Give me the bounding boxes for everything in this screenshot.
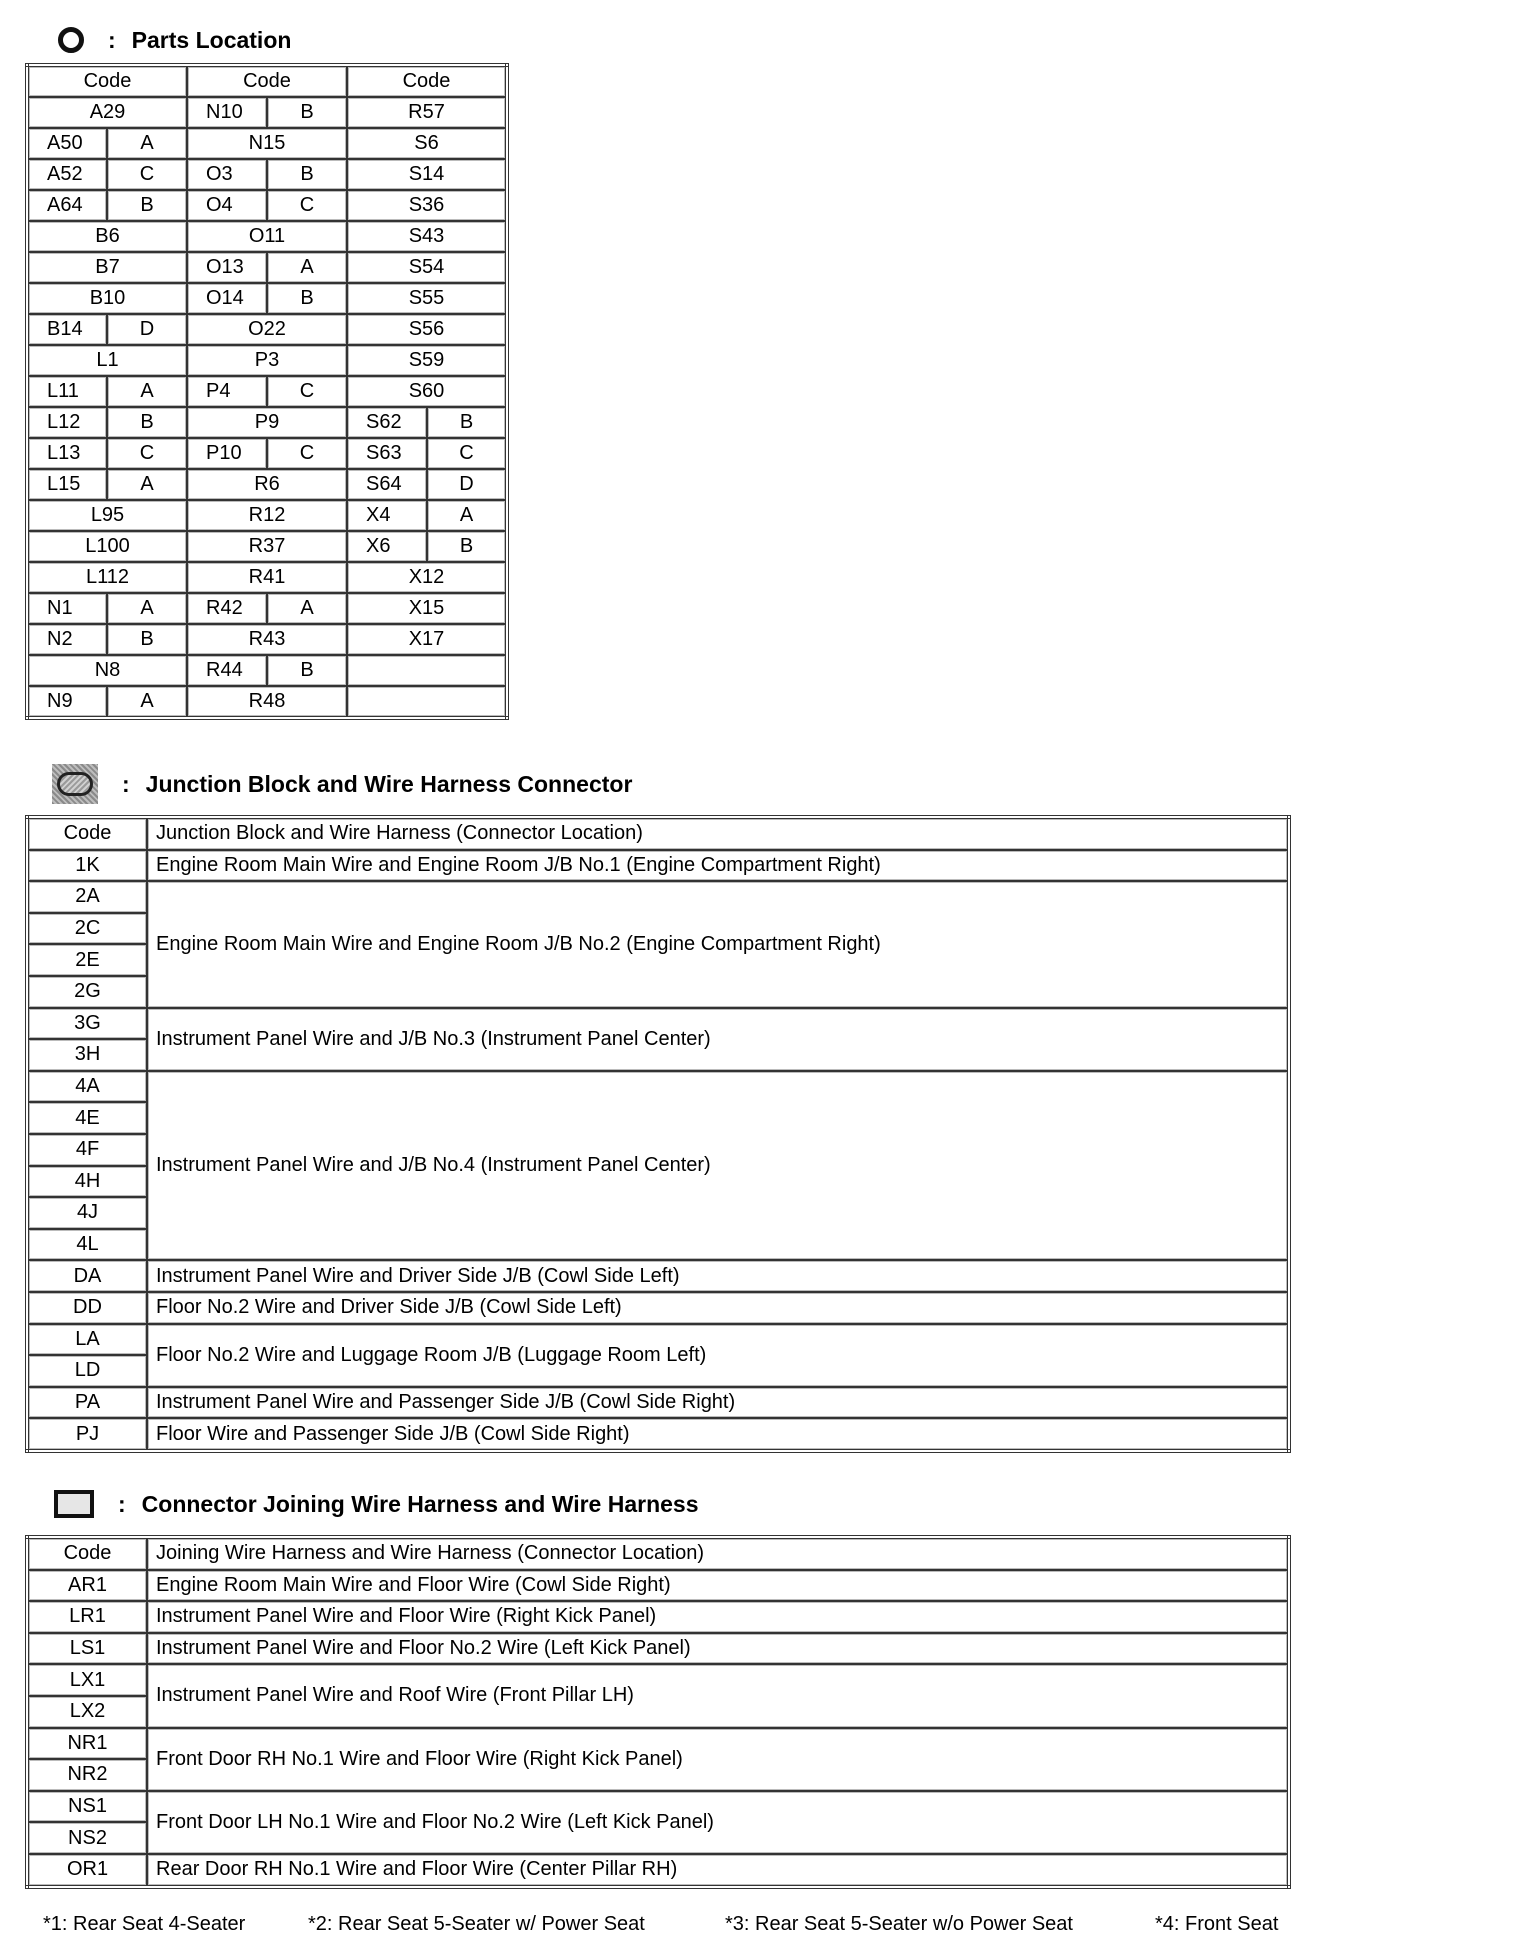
connector-code: AR1 <box>27 1570 147 1602</box>
part-code: P9 <box>187 407 347 438</box>
part-code: R48 <box>187 686 347 718</box>
connector-code: 4L <box>27 1229 147 1261</box>
footnote: *4: Front Seat <box>1155 1913 1279 1935</box>
part-code: O11 <box>187 221 347 252</box>
table-row <box>27 1071 1289 1103</box>
connector-joining-table <box>25 1535 1291 1889</box>
table-row <box>27 1324 1289 1356</box>
table-row <box>27 376 507 407</box>
part-location-letter: C <box>107 159 187 190</box>
part-location-letter: A <box>107 128 187 159</box>
connector-code: PJ <box>27 1418 147 1451</box>
footnote: *3: Rear Seat 5-Seater w/o Power Seat <box>725 1913 1073 1935</box>
connector-code: 2E <box>27 944 147 976</box>
connector-description: Instrument Panel Wire and Floor Wire (Right Kick Panel) <box>147 1601 1289 1633</box>
part-code: O22 <box>187 314 347 345</box>
connector-description: Instrument Panel Wire and Driver Side J/B (Cowl Side Left) <box>147 1260 1289 1292</box>
connector-code: NS1 <box>27 1791 147 1823</box>
part-code <box>347 686 507 718</box>
part-location-letter: C <box>267 190 347 221</box>
connector-code: DD <box>27 1292 147 1324</box>
table-row <box>27 314 507 345</box>
part-code: A50 <box>27 128 107 159</box>
part-code: B10 <box>27 283 187 314</box>
connector-description: Engine Room Main Wire and Engine Room J/B No.1 (Engine Compartment Right) <box>147 850 1289 882</box>
connector-code: LS1 <box>27 1633 147 1665</box>
part-code: S64 <box>347 469 427 500</box>
part-code: S6 <box>347 128 507 159</box>
part-location-letter: B <box>267 655 347 686</box>
column-header: Code <box>27 65 187 97</box>
connector-joining-colon: : <box>118 1490 126 1517</box>
connector-code: DA <box>27 1260 147 1292</box>
part-code: P3 <box>187 345 347 376</box>
table-row <box>27 655 507 686</box>
part-code: A64 <box>27 190 107 221</box>
column-header: Code <box>187 65 347 97</box>
table-row <box>27 469 507 500</box>
part-code: N1 <box>27 593 107 624</box>
table-row <box>27 1791 1289 1823</box>
part-code: R6 <box>187 469 347 500</box>
part-code: O4 <box>187 190 267 221</box>
part-code: A52 <box>27 159 107 190</box>
part-location-letter: C <box>267 438 347 469</box>
connector-code: 4J <box>27 1197 147 1229</box>
part-location-letter: B <box>267 159 347 190</box>
parts-location-title: Parts Location <box>131 26 292 53</box>
part-location-letter: A <box>107 376 187 407</box>
table-row <box>27 190 507 221</box>
part-code: X4 <box>347 500 427 531</box>
connector-code: 4E <box>27 1102 147 1134</box>
table-row <box>27 1664 1289 1696</box>
table-row <box>27 97 507 128</box>
table-row <box>27 686 507 718</box>
part-code: S54 <box>347 252 507 283</box>
part-code: L112 <box>27 562 187 593</box>
part-location-letter: B <box>107 407 187 438</box>
part-code: N10 <box>187 97 267 128</box>
part-location-letter: B <box>427 531 507 562</box>
connector-code: 2A <box>27 881 147 913</box>
part-code: B14 <box>27 314 107 345</box>
footnote: *1: Rear Seat 4-Seater <box>43 1913 246 1935</box>
table-row <box>27 1854 1289 1887</box>
part-code: N15 <box>187 128 347 159</box>
table-row <box>27 345 507 376</box>
column-header: Code <box>27 817 147 850</box>
connector-description: Instrument Panel Wire and J/B No.4 (Instrument Panel Center) <box>147 1071 1289 1261</box>
part-code: N9 <box>27 686 107 718</box>
part-code: S56 <box>347 314 507 345</box>
part-location-letter: C <box>107 438 187 469</box>
part-location-letter: A <box>107 686 187 718</box>
part-location-letter: D <box>107 314 187 345</box>
part-code: L12 <box>27 407 107 438</box>
parts-location-colon: : <box>108 26 116 53</box>
part-code: S60 <box>347 376 507 407</box>
part-location-letter: C <box>427 438 507 469</box>
part-code <box>347 655 507 686</box>
footnote: *2: Rear Seat 5-Seater w/ Power Seat <box>308 1913 645 1935</box>
part-location-letter: D <box>427 469 507 500</box>
connector-code: 2C <box>27 913 147 945</box>
table-row <box>27 1570 1289 1602</box>
connector-joining-title: Connector Joining Wire Harness and Wire Harness <box>141 1490 699 1517</box>
part-location-letter: A <box>267 593 347 624</box>
connector-description: Instrument Panel Wire and J/B No.3 (Instrument Panel Center) <box>147 1008 1289 1071</box>
connector-code: 4H <box>27 1166 147 1198</box>
junction-block-title: Junction Block and Wire Harness Connector <box>145 770 633 797</box>
part-code: O3 <box>187 159 267 190</box>
connector-code: NS2 <box>27 1822 147 1854</box>
connector-description: Floor No.2 Wire and Luggage Room J/B (Luggage Room Left) <box>147 1324 1289 1387</box>
junction-block-table <box>25 815 1291 1453</box>
parts-location-table <box>25 63 509 720</box>
table-row <box>27 1292 1289 1324</box>
connector-joining-heading <box>52 1484 699 1524</box>
part-code: O14 <box>187 283 267 314</box>
part-code: L1 <box>27 345 187 376</box>
part-code: N2 <box>27 624 107 655</box>
connector-description: Instrument Panel Wire and Floor No.2 Wire (Left Kick Panel) <box>147 1633 1289 1665</box>
table-row <box>27 159 507 190</box>
part-code: P10 <box>187 438 267 469</box>
table-row <box>27 850 1289 882</box>
connector-code: 4F <box>27 1134 147 1166</box>
table-row <box>27 1633 1289 1665</box>
part-code: S43 <box>347 221 507 252</box>
table-row <box>27 407 507 438</box>
part-location-letter: A <box>427 500 507 531</box>
connector-code: LX2 <box>27 1696 147 1728</box>
table-row <box>27 500 507 531</box>
part-code: S14 <box>347 159 507 190</box>
table-row <box>27 881 1289 913</box>
connector-code: 3H <box>27 1039 147 1071</box>
junction-block-colon: : <box>122 770 130 797</box>
part-code: A29 <box>27 97 187 128</box>
table-row <box>27 221 507 252</box>
part-code: R41 <box>187 562 347 593</box>
circle-symbol-icon <box>58 27 84 53</box>
table-row <box>27 1728 1289 1760</box>
column-header: Code <box>27 1537 147 1570</box>
part-location-letter: A <box>267 252 347 283</box>
part-code: R42 <box>187 593 267 624</box>
part-code: S63 <box>347 438 427 469</box>
connector-description: Floor Wire and Passenger Side J/B (Cowl Side Right) <box>147 1418 1289 1451</box>
part-code: X6 <box>347 531 427 562</box>
connector-description: Engine Room Main Wire and Floor Wire (Cowl Side Right) <box>147 1570 1289 1602</box>
table-row <box>27 531 507 562</box>
connector-code: NR2 <box>27 1759 147 1791</box>
column-header: Joining Wire Harness and Wire Harness (Connector Location) <box>147 1537 1289 1570</box>
table-header-row <box>27 1537 1289 1570</box>
junction-block-symbol-icon <box>52 764 98 804</box>
table-row <box>27 1601 1289 1633</box>
connector-code: NR1 <box>27 1728 147 1760</box>
connector-code: LR1 <box>27 1601 147 1633</box>
table-row <box>27 252 507 283</box>
table-row <box>27 1008 1289 1040</box>
connector-description: Engine Room Main Wire and Engine Room J/B No.2 (Engine Compartment Right) <box>147 881 1289 1007</box>
part-code: L13 <box>27 438 107 469</box>
table-row <box>27 128 507 159</box>
part-code: L11 <box>27 376 107 407</box>
connector-description: Rear Door RH No.1 Wire and Floor Wire (Center Pillar RH) <box>147 1854 1289 1887</box>
part-code: S55 <box>347 283 507 314</box>
table-row <box>27 624 507 655</box>
part-code: R43 <box>187 624 347 655</box>
table-row <box>27 562 507 593</box>
connector-code: LA <box>27 1324 147 1356</box>
part-code: L15 <box>27 469 107 500</box>
part-code: R12 <box>187 500 347 531</box>
table-row <box>27 1260 1289 1292</box>
part-code: B7 <box>27 252 187 283</box>
part-code: X12 <box>347 562 507 593</box>
connector-code: 3G <box>27 1008 147 1040</box>
connector-description: Instrument Panel Wire and Passenger Side J/B (Cowl Side Right) <box>147 1387 1289 1419</box>
part-code: R57 <box>347 97 507 128</box>
part-location-letter: A <box>107 469 187 500</box>
table-row <box>27 1387 1289 1419</box>
connector-code: OR1 <box>27 1854 147 1887</box>
part-code: X15 <box>347 593 507 624</box>
part-code: R37 <box>187 531 347 562</box>
connector-description: Front Door LH No.1 Wire and Floor No.2 Wire (Left Kick Panel) <box>147 1791 1289 1854</box>
table-row <box>27 1418 1289 1451</box>
junction-block-heading <box>52 764 632 804</box>
connector-code: LX1 <box>27 1664 147 1696</box>
part-code: R44 <box>187 655 267 686</box>
part-code: O13 <box>187 252 267 283</box>
part-code: X17 <box>347 624 507 655</box>
part-code: N8 <box>27 655 187 686</box>
part-location-letter: B <box>427 407 507 438</box>
part-code: P4 <box>187 376 267 407</box>
connector-symbol-icon <box>54 1490 94 1518</box>
part-location-letter: B <box>267 97 347 128</box>
table-row <box>27 283 507 314</box>
part-code: L100 <box>27 531 187 562</box>
connector-code: PA <box>27 1387 147 1419</box>
column-header: Junction Block and Wire Harness (Connector Location) <box>147 817 1289 850</box>
connector-description: Floor No.2 Wire and Driver Side J/B (Cowl Side Left) <box>147 1292 1289 1324</box>
connector-description: Front Door RH No.1 Wire and Floor Wire (Right Kick Panel) <box>147 1728 1289 1791</box>
table-header-row <box>27 817 1289 850</box>
part-location-letter: A <box>107 593 187 624</box>
table-row <box>27 438 507 469</box>
part-location-letter: B <box>107 624 187 655</box>
part-location-letter: B <box>107 190 187 221</box>
connector-description: Instrument Panel Wire and Roof Wire (Front Pillar LH) <box>147 1664 1289 1727</box>
part-code: S59 <box>347 345 507 376</box>
connector-code: 2G <box>27 976 147 1008</box>
parts-location-heading <box>52 20 291 60</box>
part-code: B6 <box>27 221 187 252</box>
connector-code: LD <box>27 1355 147 1387</box>
part-code: S62 <box>347 407 427 438</box>
part-code: S36 <box>347 190 507 221</box>
part-location-letter: C <box>267 376 347 407</box>
column-header: Code <box>347 65 507 97</box>
part-location-letter: B <box>267 283 347 314</box>
table-header-row <box>27 65 507 97</box>
part-code: L95 <box>27 500 187 531</box>
table-row <box>27 593 507 624</box>
connector-code: 1K <box>27 850 147 882</box>
connector-code: 4A <box>27 1071 147 1103</box>
